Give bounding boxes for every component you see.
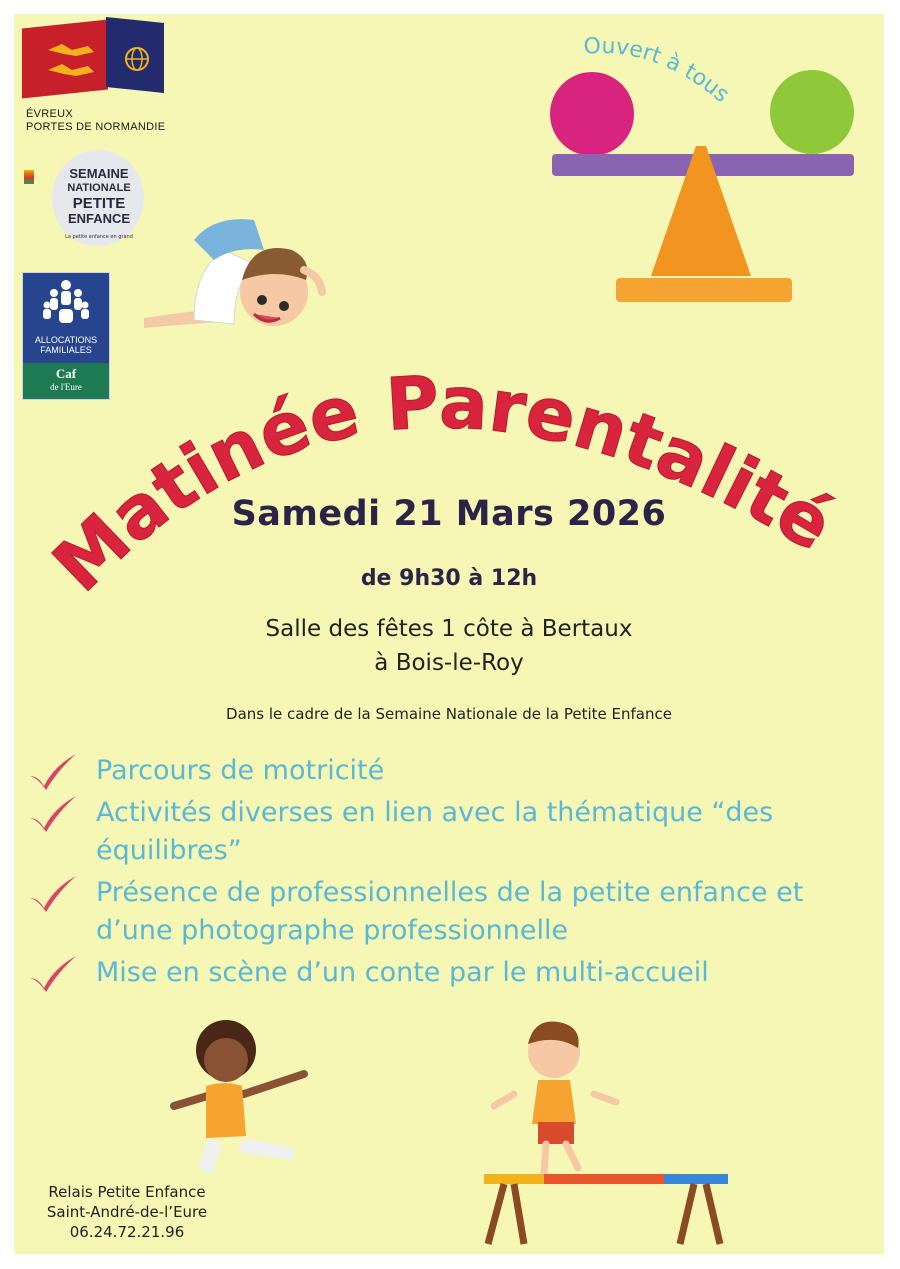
child-yoga-illustration bbox=[164, 1014, 334, 1184]
event-time: de 9h30 à 12h bbox=[360, 566, 538, 591]
snpe-line3: PETITE bbox=[72, 195, 126, 212]
caf-sub: de l'Eure bbox=[50, 382, 82, 392]
check-icon bbox=[28, 752, 80, 792]
event-place-line1: Salle des fêtes 1 côte à Bertaux bbox=[265, 616, 633, 642]
activity-line2: d’une photographe professionnelle bbox=[96, 915, 569, 946]
contact-block bbox=[14, 1182, 240, 1242]
check-icon bbox=[28, 794, 80, 834]
list-item bbox=[28, 752, 858, 790]
child-balance-beam-illustration bbox=[474, 1014, 744, 1254]
caf-label-line1: ALLOCATIONS bbox=[34, 335, 98, 345]
badge-arc bbox=[574, 14, 774, 144]
snpe-line2: NATIONALE bbox=[67, 182, 131, 194]
globe-icon bbox=[122, 44, 152, 74]
event-date: Samedi 21 Mars 2026 bbox=[231, 494, 667, 534]
event-context: Dans le cadre de la Semaine Nationale de la Petite Enfance bbox=[226, 705, 672, 723]
caf-name: Caf bbox=[55, 366, 77, 381]
snpe-tagline: La petite enfance en grand bbox=[65, 234, 133, 240]
evreux-name: ÉVREUX bbox=[26, 108, 74, 120]
activity-line1: Mise en scène d’un conte par le multi-accueil bbox=[96, 957, 709, 988]
contact-phone: 06.24.72.21.96 bbox=[69, 1223, 185, 1241]
activity-line1: Parcours de motricité bbox=[96, 755, 385, 786]
association-mini-logo bbox=[24, 170, 34, 184]
list-item bbox=[28, 954, 858, 992]
snpe-line1: SEMAINE bbox=[69, 166, 129, 181]
page-title: Matinée Parentalité bbox=[36, 359, 848, 608]
flyer-page bbox=[14, 14, 884, 1254]
check-icon bbox=[28, 874, 80, 914]
contact-town: Saint-André-de-l’Eure bbox=[46, 1203, 208, 1221]
svg-text:Ouvert à tous bbox=[583, 34, 734, 108]
evreux-logo-text bbox=[26, 108, 165, 134]
open-to-all-badge: Ouvert à tous bbox=[582, 33, 734, 108]
event-place-line2: à Bois-le-Roy bbox=[374, 650, 524, 676]
list-item bbox=[28, 874, 858, 950]
check-icon bbox=[28, 954, 80, 994]
activity-line2: équilibres” bbox=[96, 835, 242, 866]
activities-list bbox=[28, 752, 858, 996]
snpe-line4: ENFANCE bbox=[67, 211, 131, 226]
normandy-lions-icon bbox=[42, 34, 102, 86]
activity-line1: Activités diverses en lien avec la thématique “des bbox=[96, 797, 774, 828]
list-item bbox=[28, 794, 858, 870]
contact-name: Relais Petite Enfance bbox=[48, 1183, 206, 1201]
snpe-logo-text bbox=[56, 166, 142, 226]
event-place bbox=[14, 612, 884, 680]
activity-line1: Présence de professionnelles de la petite enfance et bbox=[96, 877, 804, 908]
caf-label-line2: FAMILIALES bbox=[40, 345, 92, 355]
evreux-subtitle: PORTES DE NORMANDIE bbox=[26, 121, 166, 133]
